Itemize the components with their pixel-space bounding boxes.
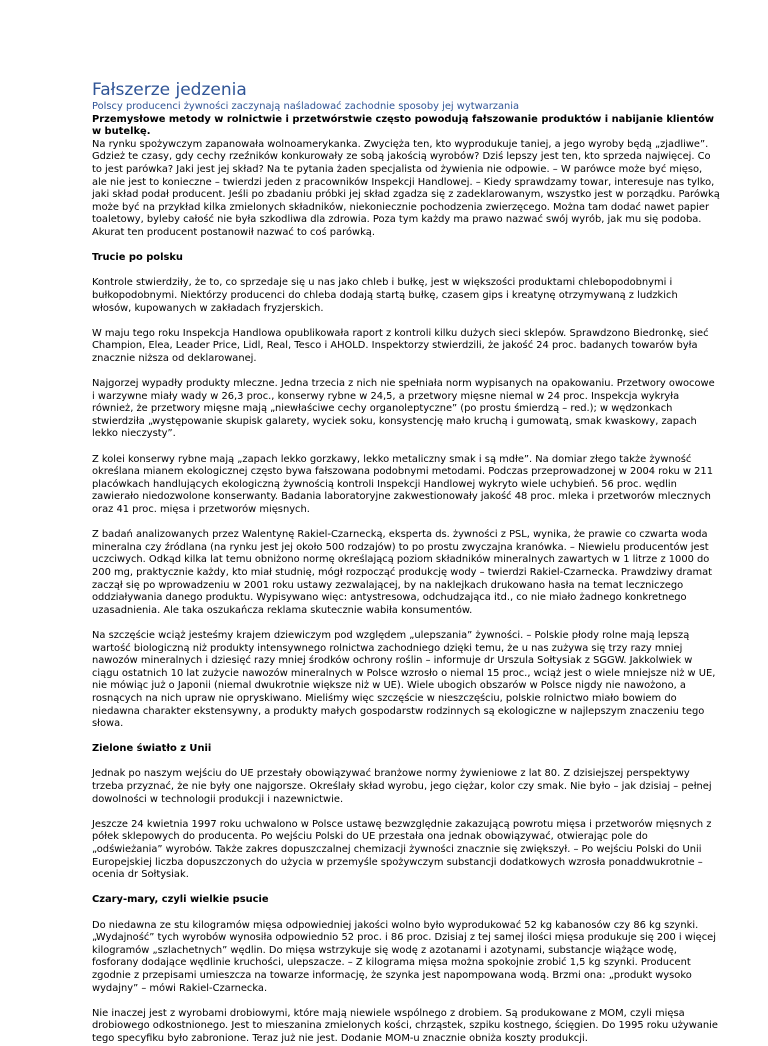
paragraph: Jeszcze 24 kwietnia 1997 roku uchwalono w Polsce ustawę bezwzględnie zakazującą powrotu mięsa i przetworów mięsnych z półek sklepowych do producenta. Po wejściu Polski do UE przestała ona jednak obowiązywać, otwierając pole do „odświeżania” wyrobów. Także zakres dopuszczalnej chemizacji żywności znacznie się zwiększył. – Po wejściu Polski do Unii Europejskiej liczba dopuszczonych do użycia w przemyśle spożywczym substancji dodatkowych wzrosła ponaddwukrotnie – ocenia dr Sołtysiak. — [92, 818, 712, 881]
paragraph: Na szczęście wciąż jesteśmy krajem dziewiczym pod względem „ulepszania” żywności. – Polskie płody rolne mają lepszą wartość biologiczną niż produkty intensywnego rolnictwa zachodniego dzięki temu, że u nas zużywa się trzy razy mniej nawozów mineralnych i dziesięć razy mniej środków ochrony roślin – informuje dr Urszula Sołtysiak z SGGW. Jakkolwiek w ciągu ostatnich 10 lat zużycie nawozów mineralnych w Polsce wzrosło o niemal 15 proc., wciąż jest o wiele mniejsze niż w UE, nie mówiąc już o Japonii (niemal dwukrotnie większe niż w UE). Wiele ubogich obszarów w Polsce nigdy nie nawożono, a rosnących na nich upraw nie opryskiwano. Mieliśmy więc szczęście w nieszczęściu, polskie rolnictwo miało bowiem do niedawna charakter ekstensywny, a produkty małych gospodarstw rodzinnych są ekologiczne w najlepszym znaczeniu tego słowa. — [92, 629, 716, 730]
paragraph: Nie inaczej jest z wyrobami drobiowymi, które mają niewiele wspólnego z drobiem. Są produkowane z MOM, czyli mięsa drobiowego odkostnionego. Jest to mieszanina zmielonych kości, chrząstek, szpiku kostnego, ścięgien. Do 1995 roku używanie tego specyfiku było zabronione. Teraz już nie jest. Dodanie MOM-u znacznie obniża koszty produkcji. — [92, 1007, 718, 1044]
article-title: Fałszerze jedzenia — [92, 80, 247, 100]
article-subtitle: Polscy producenci żywności zaczynają naśladować zachodnie sposoby jej wytwarzania — [92, 101, 520, 112]
paragraph: W maju tego roku Inspekcja Handlowa opublikowała raport z kontroli kilku dużych sieci sklepów. Sprawdzono Biedronkę, sieć Champion, Elea, Leader Price, Lidl, Real, Tesco i AHOLD. Inspektorzy stwierdzili, że jakość 24 proc. badanych towarów była znacznie niższa od deklarowanej. — [92, 327, 709, 364]
paragraph: Najgorzej wypadły produkty mleczne. Jedna trzecia z nich nie spełniała norm wypisanych na opakowaniu. Przetwory owocowe i warzywne miały wady w 26,3 proc., konserwy rybne w 24,5, a przetwory mięsne niemal w 24 proc. Inspekcja wykryła również, że przetwory mięsne mają „niewłaściwe cechy organoleptyczne” (po prostu śmierdzą – red.); w wędzonkach stwierdziła „występowanie skupisk galarety, wyciek soku, konsystencję mało kruchą i gumowatą, smak kwaskowy, zapach lekko nieczysty”. — [92, 378, 715, 440]
section-heading-trucie: Trucie po polsku — [92, 252, 183, 264]
intro-paragraph: Na rynku spożywczym zapanowała wolnoamerykanka. Zwycięża ten, kto wyprodukuje taniej, a jego wyroby będą „zjadliwe”. Gdzież te czasy, gdy cechy rzeźników konkurowały ze sobą jakością wyrobów? Dziś lepszy jest ten, kto sprzeda najwięcej. Co to jest parówka? Jaki jest jej skład? Na te pytania żaden specjalista od żywienia nie odpowie. – W parówce może być mięso, ale nie jest to konieczne – twierdzi jeden z pracowników Inspekcji Handlowej. – Kiedy sprawdzamy towar, interesuje nas tylko, jaki skład podał producent. Jeśli po zbadaniu próbki jej skład zgadza się z zadeklarowanym, wszystko jest w porządku. Parówką może być na przykład kilka zmielonych składników, niekoniecznie pochodzenia zwierzęcego. Można tam dodać nawet papier toaletowy, byleby całość nie była szkodliwa dla zdrowia. Poza tym każdy ma prawo nazwać swój wyrób, jak mu się podoba. Akurat ten producent postanowił nazwać to coś parówką. — [92, 138, 720, 238]
paragraph: Jednak po naszym wejściu do UE przestały obowiązywać branżowe normy żywieniowe z lat 80. Z dzisiejszej perspektywy trzeba przyznać, że nie były one najgorsze. Określały skład wyrobu, jego ciężar, kolor czy smak. Nie było – jak dzisiaj – pełnej dowolności w technologii produkcji i nazewnictwie. — [92, 768, 712, 805]
section-heading-zielone: Zielone światło z Unii — [92, 743, 212, 755]
article-lead: Przemysłowe metody w rolnictwie i przetwórstwie często powodują fałszowanie produktów i nabijanie klientów w butelkę. — [92, 113, 715, 138]
section-heading-czary: Czary-mary, czyli wielkie psucie — [92, 894, 269, 906]
paragraph: Z badań analizowanych przez Walentynę Rakiel-Czarnecką, eksperta ds. żywności z PSL, wynika, że prawie co czwarta woda mineralna czy źródlana (na rynku jest jej około 500 rodzajów) to po prostu zwyczajna kranówka. – Niewielu producentów jest uczciwych. Odkąd kilka lat temu obniżono normę określającą poziom składników mineralnych zawartych w 1 litrze z 1000 do 200 mg, praktycznie każdy, kto miał studnię, mógł rozpocząć produkcję wody – twierdzi Rakiel-Czarnecka. Prawdziwy dramat zaczął się po wprowadzeniu w 2001 roku ustawy zezwalającej, by na naklejkach drukowano hasła na temat leczniczego oddziaływania danego produktu. Wypisywano więc: antystresowa, odchudzająca itd., co nie miało żadnego konkretnego uzasadnienia. Ale taka oszukańcza reklama skutecznie wabiła konsumentów. — [92, 529, 713, 616]
paragraph: Do niedawna ze stu kilogramów mięsa odpowiedniej jakości wolno było wyprodukować 52 kg kabanosów czy 86 kg szynki. „Wydajność” tych wyrobów wynosiła odpowiednio 52 proc. i 86 proc. Dzisiaj z tej samej ilości mięsa produkuje się 200 i więcej kilogramów „szlachetnych” wędlin. Do mięsa wstrzykuje się wodę z azotanami i azotynami, substancje wiążące wodę, fosforany dodające wędlinie kruchości, ulepszacze. – Z kilograma mięsa można spokojnie zrobić 1,5 kg szynki. Producent zgodnie z przepisami umieszcza na towarze informację, że szynka jest napompowana wodą. Brzmi ona: „produkt wysoko wydajny” – mówi Rakiel-Czarnecka. — [92, 919, 716, 994]
paragraph: Z kolei konserwy rybne mają „zapach lekko gorzkawy, lekko metaliczny smak i są mdłe”. Na domiar złego także żywność określana mianem ekologicznej często bywa fałszowana podobnymi metodami. Podczas przeprowadzonej w 2004 roku w 211 placówkach handlujących ekologiczną żywnością kontroli Inspekcji Handlowej wykryto wiele uchybień. 56 proc. wędlin zawierało niedozwolone konserwanty. Badania laboratoryjne zakwestionowały jakość 48 proc. mleka i przetworów mlecznych oraz 41 proc. mięsa i przetworów mięsnych. — [92, 453, 713, 515]
paragraph: Kontrole stwierdziły, że to, co sprzedaje się u nas jako chleb i bułkę, jest w większości produktami chlebopodobnymi i bułkopodobnymi. Niektórzy producenci do chleba dodają startą bułkę, czasem gips i kreatynę otrzymywaną z ludzkich włosów, kupowanych w zakładach fryzjerskich. — [92, 277, 678, 314]
